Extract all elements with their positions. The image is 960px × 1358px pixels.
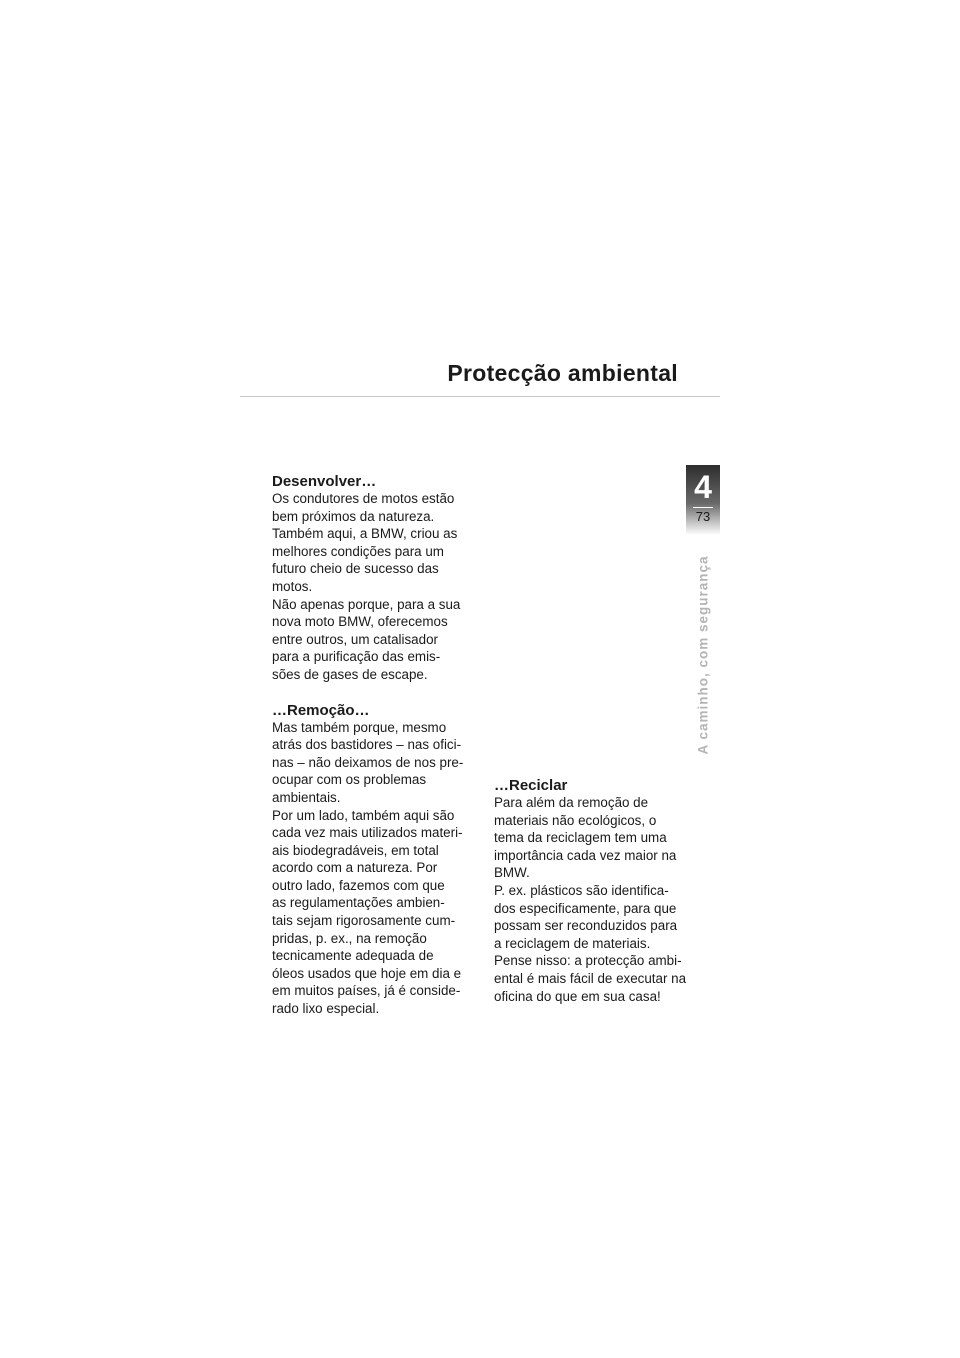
paragraph: Para além da remoção de materiais não ecológicos, o tema da reciclagem tem uma importância cada vez maior na BMW. — [494, 795, 677, 881]
chapter-side-label: A caminho, com segurança — [695, 555, 711, 755]
section-remocao — [272, 702, 480, 1018]
paragraph: Os condutores de motos estão bem próximos da natureza. Também aqui, a BMW, criou as melhores condições para um futuro cheio de sucesso das motos. — [272, 491, 458, 594]
page-title: Protecção ambiental — [447, 360, 678, 386]
chapter-tab — [686, 465, 720, 535]
section-desenvolver — [272, 473, 480, 684]
section-reciclar — [494, 777, 702, 1005]
paragraph: Por um lado, também aqui são cada vez mais utilizados materi- ais biodegradáveis, em total acordo com a natureza. Por outro lado, fazemos com que as regulamentações ambien- tais sejam rigorosamente cum- pridas, p. ex., na remoção tecnicamente adequada de óleos usados que hoje em dia e em muitos países, já é conside- rado lixo especial. — [272, 807, 463, 1017]
paragraph: Mas também porque, mesmo atrás dos bastidores – nas ofici- nas – não deixamos de nos pre- ocupar com os problemas ambientais. — [272, 719, 464, 805]
left-column — [272, 473, 480, 1018]
paragraph: P. ex. plásticos são identifica- dos especificamente, para que possam ser reconduzidos para a reciclagem de materiais. Pense nisso: a protecção ambi- ental é mais fácil de executar na oficina do que em sua casa! — [494, 882, 687, 1004]
right-column — [494, 777, 702, 1005]
chapter-divider — [693, 507, 713, 508]
page-number: 73 — [695, 509, 711, 524]
paragraph: Não apenas porque, para a sua nova moto BMW, oferecemos entre outros, um catalisador para a purificação das emis- sões de gases de escape. — [272, 596, 461, 682]
chapter-number: 4 — [694, 469, 712, 505]
section-heading: …Remoção… — [272, 701, 370, 719]
section-heading: Desenvolver… — [272, 473, 377, 490]
section-heading: …Reciclar — [494, 777, 568, 794]
title-divider — [240, 396, 720, 397]
